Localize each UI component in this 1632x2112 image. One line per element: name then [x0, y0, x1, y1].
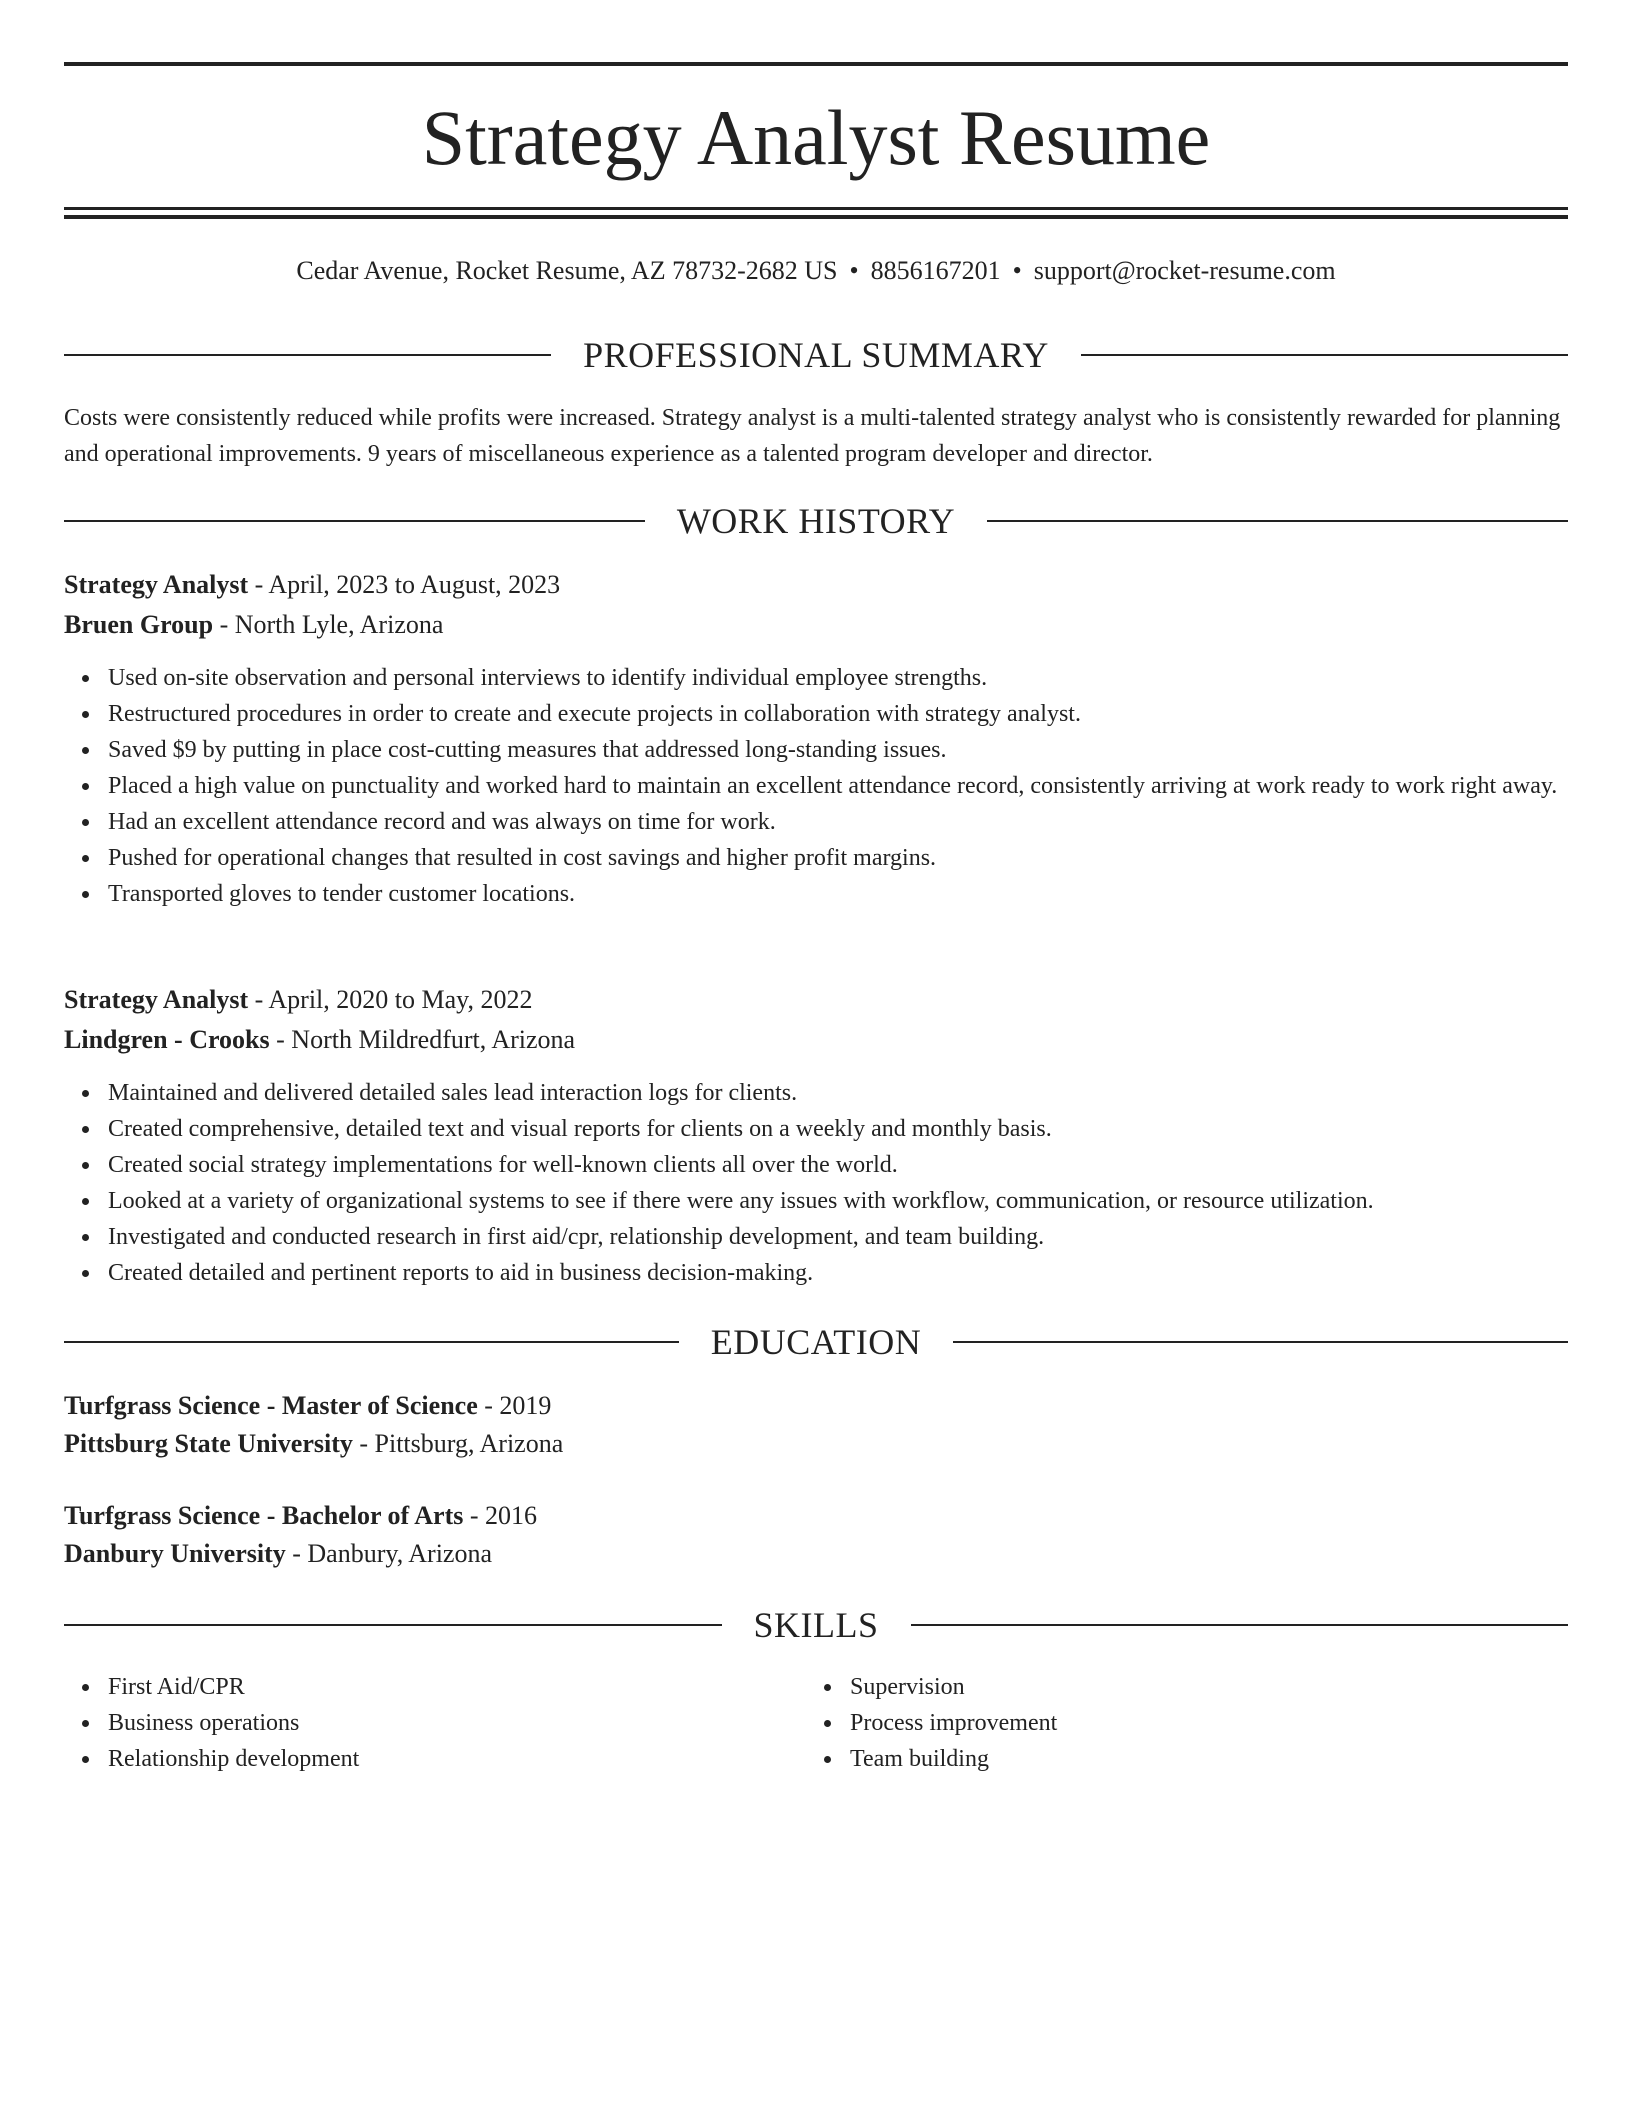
- section-title: PROFESSIONAL SUMMARY: [583, 335, 1049, 375]
- section-heading-skills: [64, 1603, 1568, 1647]
- list-item: Investigated and conducted research in first aid/cpr, relationship development, and team building.: [108, 1219, 1612, 1255]
- job-company-line: [64, 1022, 1568, 1058]
- education-school-line: [64, 1426, 1568, 1462]
- heading-rule: [64, 1341, 679, 1343]
- list-item: Created comprehensive, detailed text and visual reports for clients on a weekly and monthly basis.: [108, 1111, 1612, 1147]
- section-title: WORK HISTORY: [676, 501, 956, 541]
- job-dates: - April, 2023 to August, 2023: [248, 570, 561, 599]
- list-item: Restructured procedures in order to create and execute projects in collaboration with strategy analyst.: [108, 696, 1612, 732]
- list-item: Pushed for operational changes that resulted in cost savings and higher profit margins.: [108, 840, 1612, 876]
- skill-item: Business operations: [108, 1705, 1612, 1741]
- job-bullets: [64, 660, 1612, 912]
- job-company: Lindgren - Crooks: [64, 1025, 270, 1054]
- education-year: - 2016: [463, 1501, 538, 1530]
- education-school-line: [64, 1536, 1568, 1572]
- job-title-line: [64, 982, 1568, 1018]
- section-heading-work: [64, 499, 1568, 543]
- list-item: Used on-site observation and personal interviews to identify individual employee strengths.: [108, 660, 1612, 696]
- skill-item: Relationship development: [108, 1741, 1612, 1777]
- section-heading-summary: [64, 333, 1568, 377]
- list-item: Saved $9 by putting in place cost-cutting measures that addressed long-standing issues.: [108, 732, 1612, 768]
- education-degree: Turfgrass Science - Master of Science: [64, 1391, 478, 1420]
- section-heading-education: [64, 1320, 1568, 1364]
- resume-title: Strategy Analyst Resume: [421, 94, 1211, 181]
- heading-rule: [987, 520, 1568, 522]
- contact-separator: •: [1012, 256, 1022, 285]
- job-dates: - April, 2020 to May, 2022: [248, 985, 533, 1014]
- list-item: Created detailed and pertinent reports to aid in business decision-making.: [108, 1255, 1612, 1291]
- heading-rule: [64, 1624, 722, 1626]
- education-year: - 2019: [477, 1391, 552, 1420]
- education-degree-line: [64, 1388, 1568, 1424]
- education-degree-line: [64, 1498, 1568, 1534]
- skill-item: Supervision: [850, 1669, 1632, 1705]
- education-location: - Pittsburg, Arizona: [352, 1429, 564, 1458]
- list-item: Maintained and delivered detailed sales lead interaction logs for clients.: [108, 1075, 1612, 1111]
- section-title: SKILLS: [753, 1605, 879, 1645]
- list-item: Transported gloves to tender customer locations.: [108, 876, 1612, 912]
- list-item: Looked at a variety of organizational systems to see if there were any issues with workflow, communication, or resource utilization.: [108, 1183, 1612, 1219]
- contact-separator: •: [849, 256, 859, 285]
- section-title: EDUCATION: [710, 1322, 922, 1362]
- job-title: Strategy Analyst: [64, 985, 249, 1014]
- heading-rule: [1081, 354, 1568, 356]
- header-top-rule: [64, 62, 1568, 66]
- heading-rule: [64, 354, 551, 356]
- education-school: Pittsburg State University: [64, 1429, 353, 1458]
- heading-rule: [911, 1624, 1569, 1626]
- summary-text: Costs were consistently reduced while profits were increased. Strategy analyst is a multi-talented strategy analyst who is consistently rewarded for planning and operational improvements. 9 years of miscellaneous experience as a talented program developer and director.: [64, 405, 1561, 467]
- list-item: Created social strategy implementations for well-known clients all over the world.: [108, 1147, 1612, 1183]
- heading-rule: [64, 520, 645, 522]
- contact-line: [64, 254, 1568, 288]
- header-bottom-rule-thick: [64, 215, 1568, 219]
- education-degree: Turfgrass Science - Bachelor of Arts: [64, 1501, 464, 1530]
- skill-item: Process improvement: [850, 1705, 1632, 1741]
- skill-item: Team building: [850, 1741, 1632, 1777]
- job-company-line: [64, 607, 1568, 643]
- skill-item: First Aid/CPR: [108, 1669, 1612, 1705]
- list-item: Had an excellent attendance record and was always on time for work.: [108, 804, 1612, 840]
- job-title-line: [64, 567, 1568, 603]
- job-location: - North Mildredfurt, Arizona: [269, 1025, 576, 1054]
- job-company: Bruen Group: [64, 610, 214, 639]
- job-location: - North Lyle, Arizona: [213, 610, 444, 639]
- heading-rule: [953, 1341, 1568, 1343]
- education-location: - Danbury, Arizona: [285, 1539, 492, 1568]
- contact-phone: 8856167201: [870, 256, 1001, 285]
- job-bullets: [64, 1075, 1612, 1291]
- education-school: Danbury University: [64, 1539, 286, 1568]
- header-bottom-rule: [64, 207, 1568, 210]
- skills-list-right: [806, 1669, 1632, 1777]
- job-title: Strategy Analyst: [64, 570, 249, 599]
- list-item: Placed a high value on punctuality and worked hard to maintain an excellent attendance record, consistently arriving at work ready to work right away.: [108, 768, 1612, 804]
- contact-email[interactable]: support@rocket-resume.com: [1033, 256, 1336, 285]
- contact-address: Cedar Avenue, Rocket Resume, AZ 78732-2682 US: [296, 256, 838, 285]
